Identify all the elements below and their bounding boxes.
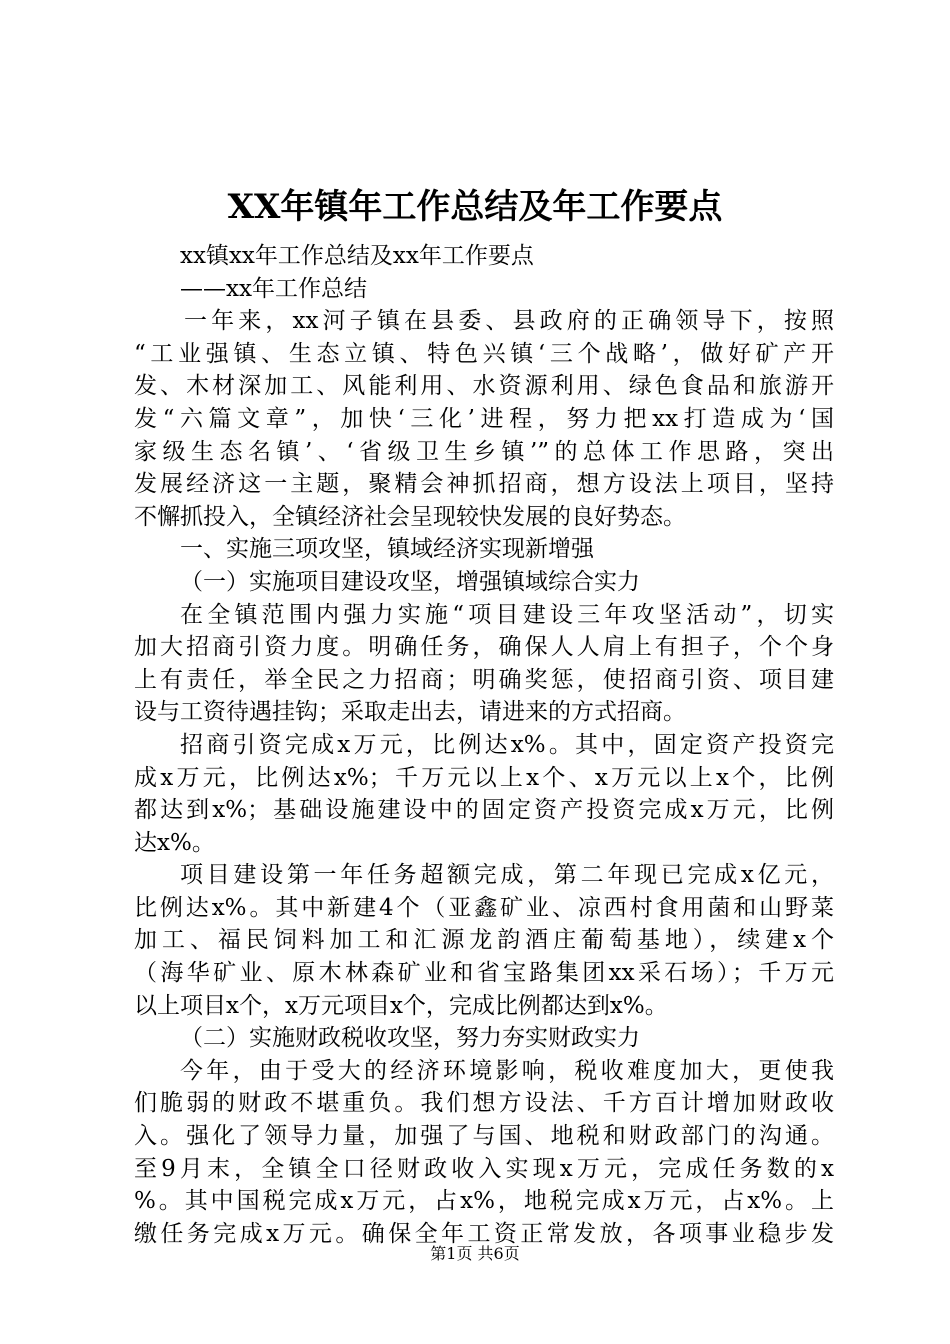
body-line: %。其中国税完成x万元，占x%，地税完成x万元，占x%。上 bbox=[134, 1188, 834, 1215]
body-line: 至9月末，全镇全口径财政收入实现x万元，完成任务数的x bbox=[134, 1155, 834, 1182]
body-line: 缴任务完成x万元。确保全年工资正常发放，各项事业稳步发 bbox=[134, 1220, 834, 1247]
body-line: 加工、福民饲料加工和汇源龙韵酒庄葡萄基地），续建x个 bbox=[134, 927, 834, 954]
document-title: XX年镇年工作总结及年工作要点 bbox=[227, 187, 723, 227]
body-line: （一）实施项目建设攻坚，增强镇域综合实力 bbox=[180, 568, 640, 595]
body-line: 一、实施三项攻坚，镇域经济实现新增强 bbox=[180, 536, 594, 563]
body-line: 不懈抓投入，全镇经济社会呈现较快发展的良好势态。 bbox=[134, 503, 686, 530]
body-line: 一年来，xx河子镇在县委、县政府的正确领导下，按照 bbox=[184, 308, 834, 335]
body-line: 比例达x%。其中新建4个（亚鑫矿业、凉西村食用菌和山野菜 bbox=[134, 894, 834, 921]
body-line: （二）实施财政税收攻坚，努力夯实财政实力 bbox=[180, 1025, 640, 1052]
body-line: 们脆弱的财政不堪重负。我们想方设法、千方百计增加财政收 bbox=[134, 1090, 834, 1117]
body-line: 今年，由于受大的经济环境影响，税收难度加大，更使我 bbox=[180, 1057, 834, 1084]
document-body bbox=[134, 240, 834, 1250]
body-line: （海华矿业、原木林森矿业和省宝路集团xx采石场）；千万元 bbox=[134, 960, 834, 987]
body-line: 招商引资完成x万元，比例达x%。其中，固定资产投资完 bbox=[180, 731, 834, 758]
body-line: ——xx年工作总结 bbox=[180, 275, 367, 302]
body-line: 项目建设第一年任务超额完成，第二年现已完成x亿元， bbox=[180, 862, 834, 889]
body-line: 设与工资待遇挂钩；采取走出去，请进来的方式招商。 bbox=[134, 699, 686, 726]
page-footer: 第1页 共6页 bbox=[430, 1244, 520, 1263]
body-line: 加大招商引资力度。明确任务，确保人人肩上有担子，个个身 bbox=[134, 634, 834, 661]
body-line: 在全镇范围内强力实施“项目建设三年攻坚活动”，切实 bbox=[180, 601, 834, 628]
body-line: 发、木材深加工、风能利用、水资源利用、绿色食品和旅游开 bbox=[134, 373, 834, 400]
body-line: “工业强镇、生态立镇、特色兴镇‘三个战略’，做好矿产开 bbox=[134, 340, 834, 367]
body-line: 以上项目x个，x万元项目x个，完成比例都达到x%。 bbox=[134, 992, 668, 1019]
body-line: 发展经济这一主题，聚精会神抓招商，想方设法上项目，坚持 bbox=[134, 471, 834, 498]
body-line: 入。强化了领导力量，加强了与国、地税和财政部门的沟通。 bbox=[134, 1123, 834, 1150]
body-line: 上有责任，举全民之力招商；明确奖惩，使招商引资、项目建 bbox=[134, 666, 834, 693]
body-line: 达x%。 bbox=[134, 829, 215, 856]
body-line: 都达到x%；基础设施建设中的固定资产投资完成x万元，比例 bbox=[134, 797, 834, 824]
body-line: xx镇xx年工作总结及xx年工作要点 bbox=[180, 243, 534, 269]
body-line: 家级生态名镇’、‘省级卫生乡镇’”的总体工作思路，突出 bbox=[134, 438, 834, 465]
body-line: 发“六篇文章”，加快‘三化’进程，努力把xx打造成为‘国 bbox=[134, 405, 834, 432]
body-line: 成x万元，比例达x%；千万元以上x个、x万元以上x个，比例 bbox=[134, 764, 834, 791]
